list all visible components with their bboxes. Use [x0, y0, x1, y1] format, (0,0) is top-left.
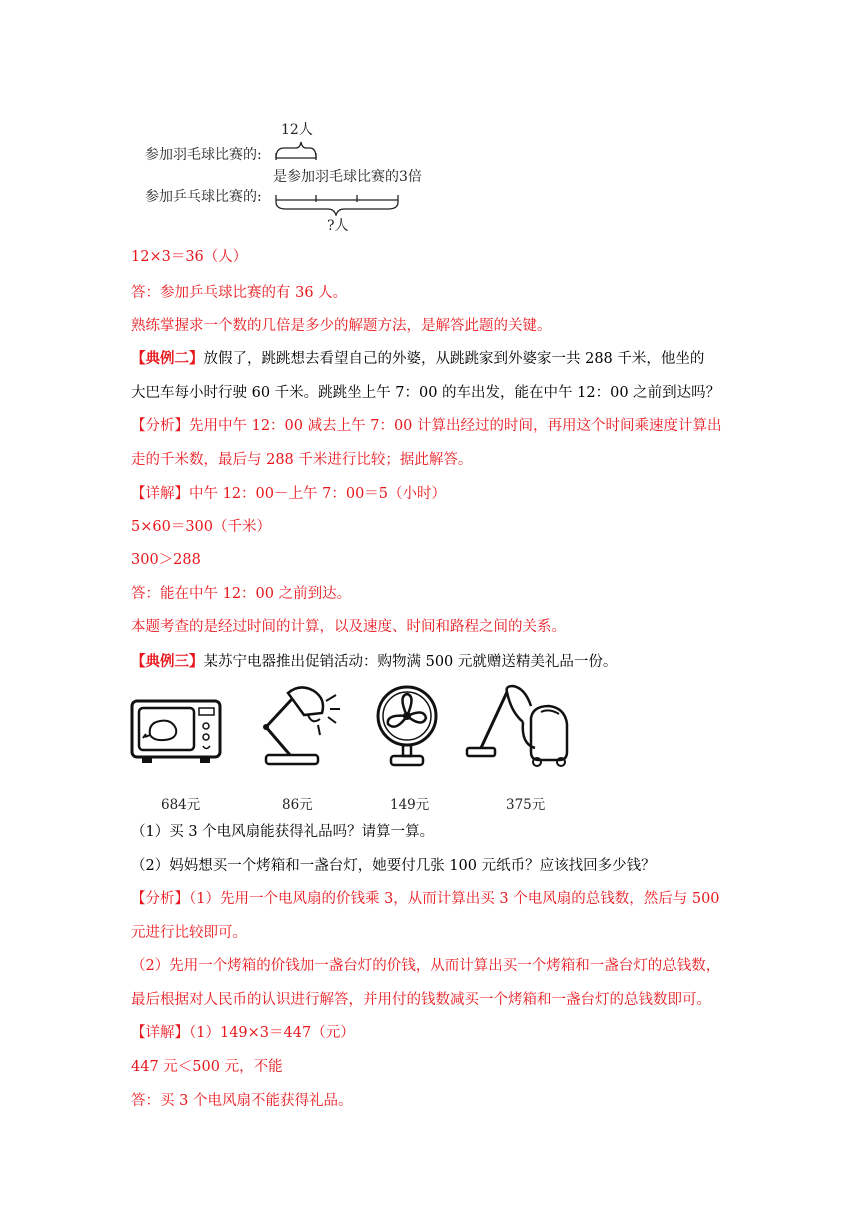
example2-question-text1: 放假了，跳跳想去看望自己的外婆，从跳跳家到外婆家一共 288 千米，他坐的	[203, 351, 705, 367]
example3-detail-line2: 447 元＜500 元，不能	[131, 1059, 283, 1075]
diagram-bottom-label: ?人	[327, 218, 349, 234]
example1-calc: 12×3＝36（人）	[131, 249, 248, 265]
example2-detail-line2: 5×60＝300（千米）	[131, 519, 272, 535]
example3-question1: （1）买 3 个电风扇能获得礼品吗？请算一算。	[131, 824, 435, 840]
example2-detail-line3: 300＞288	[131, 552, 201, 568]
example3-tag: 【典例三】	[131, 653, 204, 670]
diagram-middle-label: 是参加羽毛球比赛的3倍	[273, 169, 422, 185]
example2-answer: 答：能在中午 12：00 之前到达。	[131, 586, 352, 602]
microwave-price: 684元	[161, 797, 201, 813]
diagram-row2-label: 参加乒乓球比赛的:	[145, 189, 262, 205]
example1-answer: 答：参加乒乓球比赛的有 36 人。	[131, 285, 348, 301]
diagram-segments	[270, 136, 410, 216]
example2-tag: 【典例二】	[131, 350, 204, 367]
example2-summary: 本题考查的是经过时间的计算，以及速度、时间和路程之间的关系。	[131, 619, 566, 635]
example3-answer: 答：买 3 个电风扇不能获得礼品。	[131, 1093, 353, 1109]
example2-question-line1	[131, 349, 704, 369]
diagram-row1-label: 参加羽毛球比赛的:	[145, 147, 262, 163]
example2-question-line2: 大巴车每小时行驶 60 千米。跳跳坐上午 7：00 的车出发，能在中午 12：00 之前到达吗？	[131, 385, 721, 401]
example3-analysis1-line2: 元进行比较即可。	[131, 925, 247, 941]
example2-analysis-line2: 走的千米数，最后与 288 千米进行比较；据此解答。	[131, 452, 473, 468]
diagram-top-label: 12人	[281, 122, 313, 138]
example3-question	[131, 652, 617, 672]
fan-price: 149元	[390, 797, 430, 813]
vacuum-cleaner-icon	[463, 684, 573, 770]
example3-detail-line1: 【详解】（1）149×3＝447（元）	[131, 1025, 355, 1041]
example2-detail-line1: 【详解】中午 12：00－上午 7：00＝5（小时）	[131, 486, 447, 502]
electric-fan-icon	[374, 684, 440, 768]
example3-analysis1-line1: 【分析】（1）先用一个电风扇的价钱乘 3，从而计算出买 3 个电风扇的总钱数，然后与 500	[131, 891, 720, 907]
top-brace	[276, 142, 316, 158]
example3-question-text: 某苏宁电器推出促销活动：购物满 500 元就赠送精美礼品一份。	[203, 654, 618, 670]
example1-summary: 熟练掌握求一个数的几倍是多少的解题方法，是解答此题的关键。	[131, 318, 552, 334]
bottom-brace	[276, 202, 398, 215]
example3-analysis2-line1: （2）先用一个烤箱的价钱加一盏台灯的价钱，从而计算出买一个烤箱和一盏台灯的总钱数，	[131, 958, 721, 974]
lamp-price: 86元	[282, 797, 313, 813]
desk-lamp-icon	[256, 681, 344, 767]
microwave-oven-icon	[130, 699, 222, 765]
example3-question2: （2）妈妈想买一个烤箱和一盏台灯，她要付几张 100 元纸币？应该找回多少钱？	[131, 858, 656, 874]
example3-analysis2-line2: 最后根据对人民币的认识进行解答，并用付的钱数减买一个烤箱和一盏台灯的总钱数即可。	[131, 992, 711, 1008]
example2-analysis-line1: 【分析】先用中午 12：00 减去上午 7：00 计算出经过的时间，再用这个时间乘速度计算出	[131, 418, 722, 434]
vacuum-price: 375元	[506, 797, 546, 813]
